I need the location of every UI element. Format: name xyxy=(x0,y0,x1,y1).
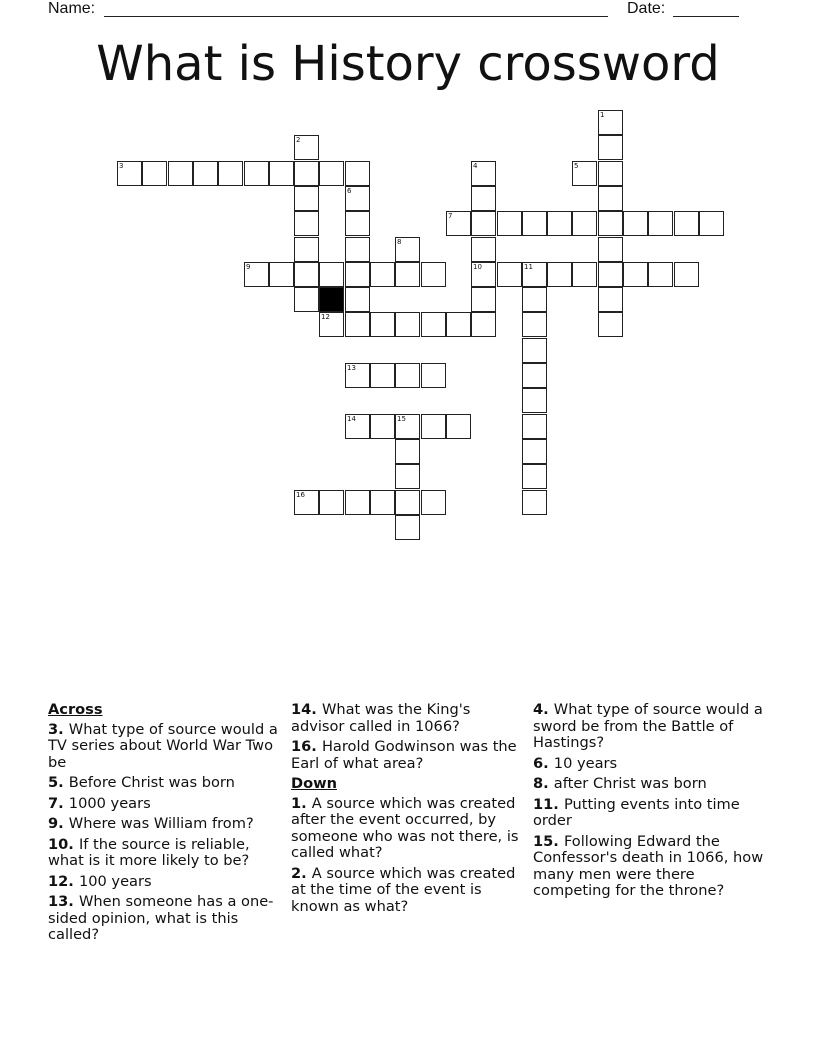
clue-number: 3. xyxy=(48,720,69,738)
grid-cell[interactable] xyxy=(395,262,420,287)
cell-number: 11 xyxy=(524,263,533,271)
clue-number: 10. xyxy=(48,835,79,853)
grid-cell[interactable] xyxy=(522,490,547,515)
clue-item xyxy=(533,702,765,752)
clue-number: 5. xyxy=(48,774,69,791)
grid-cell[interactable] xyxy=(345,490,370,515)
clue-text: 1000 years xyxy=(68,794,151,812)
clue-text: 10 years xyxy=(553,754,618,772)
grid-cell[interactable] xyxy=(269,262,294,287)
grid-cell[interactable] xyxy=(547,211,572,236)
clue-item xyxy=(48,837,280,870)
cell-number: 12 xyxy=(321,313,330,321)
grid-cell[interactable] xyxy=(395,312,420,337)
clue-number: 15. xyxy=(533,832,564,850)
clue-number: 11. xyxy=(533,795,564,813)
date-label: Date: xyxy=(627,0,666,17)
grid-cell[interactable] xyxy=(244,161,269,186)
grid-cell[interactable] xyxy=(572,211,597,236)
grid-cell[interactable] xyxy=(370,363,395,388)
grid-cell[interactable] xyxy=(345,312,370,337)
grid-cell[interactable] xyxy=(345,186,370,211)
cell-number: 1 xyxy=(600,111,605,119)
clue-number: 14. xyxy=(291,701,322,718)
grid-cell[interactable] xyxy=(345,414,370,439)
grid-cell[interactable] xyxy=(294,287,319,312)
clue-text: A source which was created after the event occurred, by someone who was not there, is called what? xyxy=(291,794,519,861)
grid-cell[interactable] xyxy=(395,363,420,388)
grid-cell[interactable] xyxy=(244,262,269,287)
grid-cell[interactable] xyxy=(319,490,344,515)
cell-number: 13 xyxy=(347,364,356,372)
grid-cell[interactable] xyxy=(471,237,496,262)
cell-number: 14 xyxy=(347,415,356,423)
grid-cell[interactable] xyxy=(345,161,370,186)
grid-cell[interactable] xyxy=(623,211,648,236)
name-label: Name: xyxy=(48,0,96,17)
clue-column-3 xyxy=(533,702,765,904)
grid-cell[interactable] xyxy=(142,161,167,186)
grid-cell[interactable] xyxy=(497,211,522,236)
grid-cell[interactable] xyxy=(471,312,496,337)
grid-cell[interactable] xyxy=(471,287,496,312)
clue-item xyxy=(291,796,523,862)
grid-cell[interactable] xyxy=(598,237,623,262)
clue-column-1 xyxy=(48,702,280,948)
grid-cell[interactable] xyxy=(421,363,446,388)
clue-item xyxy=(291,739,523,772)
grid-cell[interactable] xyxy=(572,161,597,186)
grid-cell[interactable] xyxy=(168,161,193,186)
clue-item xyxy=(533,776,765,793)
grid-cell[interactable] xyxy=(471,186,496,211)
cell-number: 7 xyxy=(448,212,453,220)
grid-cell[interactable] xyxy=(319,312,344,337)
grid-cell[interactable] xyxy=(598,161,623,186)
cell-number: 10 xyxy=(473,263,482,271)
grid-cell[interactable] xyxy=(421,312,446,337)
grid-cell[interactable] xyxy=(572,262,597,287)
grid-cell[interactable] xyxy=(395,439,420,464)
clue-number: 1. xyxy=(291,794,312,812)
grid-cell[interactable] xyxy=(522,262,547,287)
grid-cell[interactable] xyxy=(598,262,623,287)
grid-cell[interactable] xyxy=(345,287,370,312)
clue-section-heading: Down xyxy=(291,775,338,792)
grid-cell[interactable] xyxy=(471,161,496,186)
clue-text: after Christ was born xyxy=(553,775,707,792)
grid-cell[interactable] xyxy=(623,262,648,287)
grid-cell[interactable] xyxy=(522,338,547,363)
grid-cell[interactable] xyxy=(471,262,496,287)
clue-number: 7. xyxy=(48,794,69,812)
grid-cell[interactable] xyxy=(395,490,420,515)
grid-cell[interactable] xyxy=(522,439,547,464)
grid-cell[interactable] xyxy=(421,490,446,515)
grid-cell[interactable] xyxy=(598,211,623,236)
grid-cell[interactable] xyxy=(547,262,572,287)
grid-cell[interactable] xyxy=(345,262,370,287)
clue-text: A source which was created at the time of the event is known as what? xyxy=(291,864,516,915)
grid-cell[interactable] xyxy=(294,135,319,160)
grid-cell[interactable] xyxy=(522,388,547,413)
page-title: What is History crossword xyxy=(96,36,720,92)
cell-number: 9 xyxy=(246,263,251,271)
grid-cell[interactable] xyxy=(294,490,319,515)
grid-cell[interactable] xyxy=(598,135,623,160)
grid-cell[interactable] xyxy=(294,237,319,262)
clue-number: 12. xyxy=(48,872,79,890)
clue-item xyxy=(533,797,765,830)
clue-text: When someone has a one-sided opinion, what is this called? xyxy=(48,893,274,943)
grid-cell[interactable] xyxy=(319,161,344,186)
clue-item xyxy=(291,702,523,735)
grid-cell[interactable] xyxy=(446,211,471,236)
clue-item xyxy=(48,722,280,772)
grid-cell[interactable] xyxy=(193,161,218,186)
grid-cell[interactable] xyxy=(294,211,319,236)
grid-cell[interactable] xyxy=(598,186,623,211)
grid-cell[interactable] xyxy=(319,262,344,287)
grid-cell[interactable] xyxy=(370,312,395,337)
grid-cell[interactable] xyxy=(117,161,142,186)
grid-cell[interactable] xyxy=(497,262,522,287)
clue-number: 6. xyxy=(533,754,554,772)
clue-text: Putting events into time order xyxy=(533,795,740,829)
grid-cell[interactable] xyxy=(269,161,294,186)
clue-item xyxy=(291,866,523,916)
clue-item xyxy=(48,816,280,833)
cell-number: 15 xyxy=(397,415,406,423)
grid-cell[interactable] xyxy=(395,414,420,439)
clue-item xyxy=(48,874,280,891)
clue-number: 9. xyxy=(48,815,69,832)
cell-number: 6 xyxy=(347,187,352,195)
clue-section-heading: Across xyxy=(48,701,103,718)
grid-cell[interactable] xyxy=(648,262,673,287)
cell-number: 8 xyxy=(397,238,402,246)
grid-cell[interactable] xyxy=(395,515,420,540)
cell-number: 4 xyxy=(473,162,478,170)
grid-cell[interactable] xyxy=(598,287,623,312)
grid-cell[interactable] xyxy=(648,211,673,236)
grid-cell[interactable] xyxy=(446,312,471,337)
grid-cell[interactable] xyxy=(674,211,699,236)
clue-item xyxy=(48,894,280,944)
grid-cell[interactable] xyxy=(370,414,395,439)
clue-text: Following Edward the Confessor's death in 1066, how many men were there competing for the throne? xyxy=(533,832,764,899)
clue-text: What type of source would a sword be from the Battle of Hastings? xyxy=(533,701,763,751)
grid-cell[interactable] xyxy=(218,161,243,186)
clue-number: 13. xyxy=(48,893,79,910)
clue-text: What type of source would a TV series about World War Two be xyxy=(48,720,278,771)
grid-cell[interactable] xyxy=(471,211,496,236)
clue-number: 8. xyxy=(533,775,554,792)
clue-number: 4. xyxy=(533,701,554,718)
grid-cell[interactable] xyxy=(522,211,547,236)
grid-cell[interactable] xyxy=(522,287,547,312)
grid-cell[interactable] xyxy=(395,464,420,489)
clue-column-2 xyxy=(291,702,523,919)
grid-cell[interactable] xyxy=(522,414,547,439)
clue-number: 2. xyxy=(291,864,312,882)
grid-cell[interactable] xyxy=(294,262,319,287)
clue-item xyxy=(48,796,280,813)
clue-text: What was the King's advisor called in 1066? xyxy=(291,701,471,735)
grid-cell[interactable] xyxy=(421,414,446,439)
clue-item xyxy=(533,756,765,773)
clue-text: Where was William from? xyxy=(68,815,254,832)
clue-item xyxy=(533,834,765,900)
cell-number: 5 xyxy=(574,162,579,170)
clue-text: Before Christ was born xyxy=(68,774,235,791)
grid-cell[interactable] xyxy=(345,211,370,236)
grid-cell[interactable] xyxy=(522,363,547,388)
cell-number: 16 xyxy=(296,491,305,499)
clue-text: 100 years xyxy=(78,872,152,890)
grid-cell[interactable] xyxy=(345,363,370,388)
clue-item xyxy=(48,775,280,792)
grid-cell[interactable] xyxy=(395,237,420,262)
grid-cell[interactable] xyxy=(294,161,319,186)
cell-number: 3 xyxy=(119,162,124,170)
grid-cell[interactable] xyxy=(370,490,395,515)
clue-number: 16. xyxy=(291,738,322,755)
grid-cell[interactable] xyxy=(446,414,471,439)
grid-cell[interactable] xyxy=(522,312,547,337)
grid-cell[interactable] xyxy=(699,211,724,236)
grid-cell[interactable] xyxy=(598,110,623,135)
grid-cell[interactable] xyxy=(370,262,395,287)
grid-cell[interactable] xyxy=(421,262,446,287)
grid-cell[interactable] xyxy=(598,312,623,337)
clue-text: Harold Godwinson was the Earl of what area? xyxy=(291,738,517,772)
grid-cell[interactable] xyxy=(522,464,547,489)
grid-cell[interactable] xyxy=(294,186,319,211)
grid-cell[interactable] xyxy=(674,262,699,287)
clue-text: If the source is reliable, what is it more likely to be? xyxy=(48,835,250,869)
grid-cell[interactable] xyxy=(345,237,370,262)
cell-number: 2 xyxy=(296,136,301,144)
grid-block-cell xyxy=(319,287,344,312)
